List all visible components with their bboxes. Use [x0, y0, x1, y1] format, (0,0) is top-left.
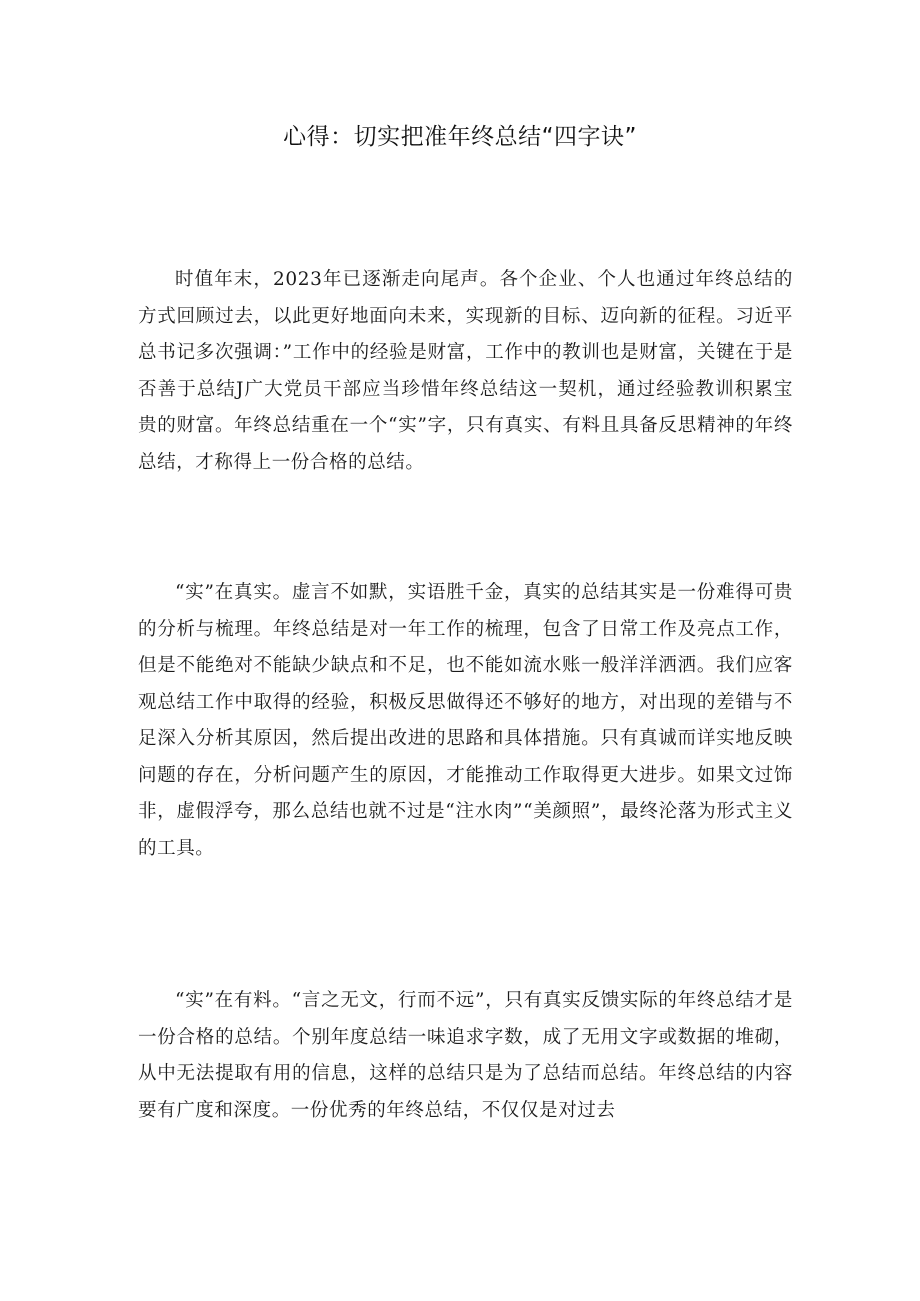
paragraph-truthfulness: “实”在真实。虚言不如默，实语胜千金，真实的总结其实是一份难得可贵的分析与梳理。年终总结是对一年工作的梳理，包含了日常工作及亮点工作，但是不能绝对不能缺少缺点和不足，也不能如流水账一般洋洋洒洒。我们应客观总结工作中取得的经验，积极反思做得还不够好的地方，对出现的差错与不足深入分析其原因，然后提出改进的思路和具体措施。只有真诚而详实地反映问题的存在，分析问题产生的原因，才能推动工作取得更大进步。如果文过饰非，虚假浮夸，那么总结也就不过是“注水肉”“美颜照”，最终沦落为形式主义的工具。 [138, 582, 793, 859]
paragraph-substance: “实”在有料。“言之无文，行而不远”，只有真实反馈实际的年终总结才是一份合格的总结。个别年度总结一味追求字数，成了无用文字或数据的堆砌，从中无法提取有用的信息，这样的总结只是为了总结而总结。年终总结的内容要有广度和深度。一份优秀的年终总结，不仅仅是对过去 [138, 990, 793, 1121]
paragraph-intro: 时值年末，2023年已逐渐走向尾声。各个企业、个人也通过年终总结的方式回顾过去，以此更好地面向未来，实现新的目标、迈向新的征程。习近平总书记多次强调：”工作中的经验是财富，工作中的教训也是财富，关键在于是否善于总结J广大党员干部应当珍惜年终总结这一契机，通过经验教训积累宝贵的财富。年终总结重在一个“实”字，只有真实、有料且具备反思精神的年终总结，才称得上一份合格的总结。 [138, 269, 793, 473]
document-title: 心得：切实把准年终总结“四字诀” [283, 124, 637, 150]
